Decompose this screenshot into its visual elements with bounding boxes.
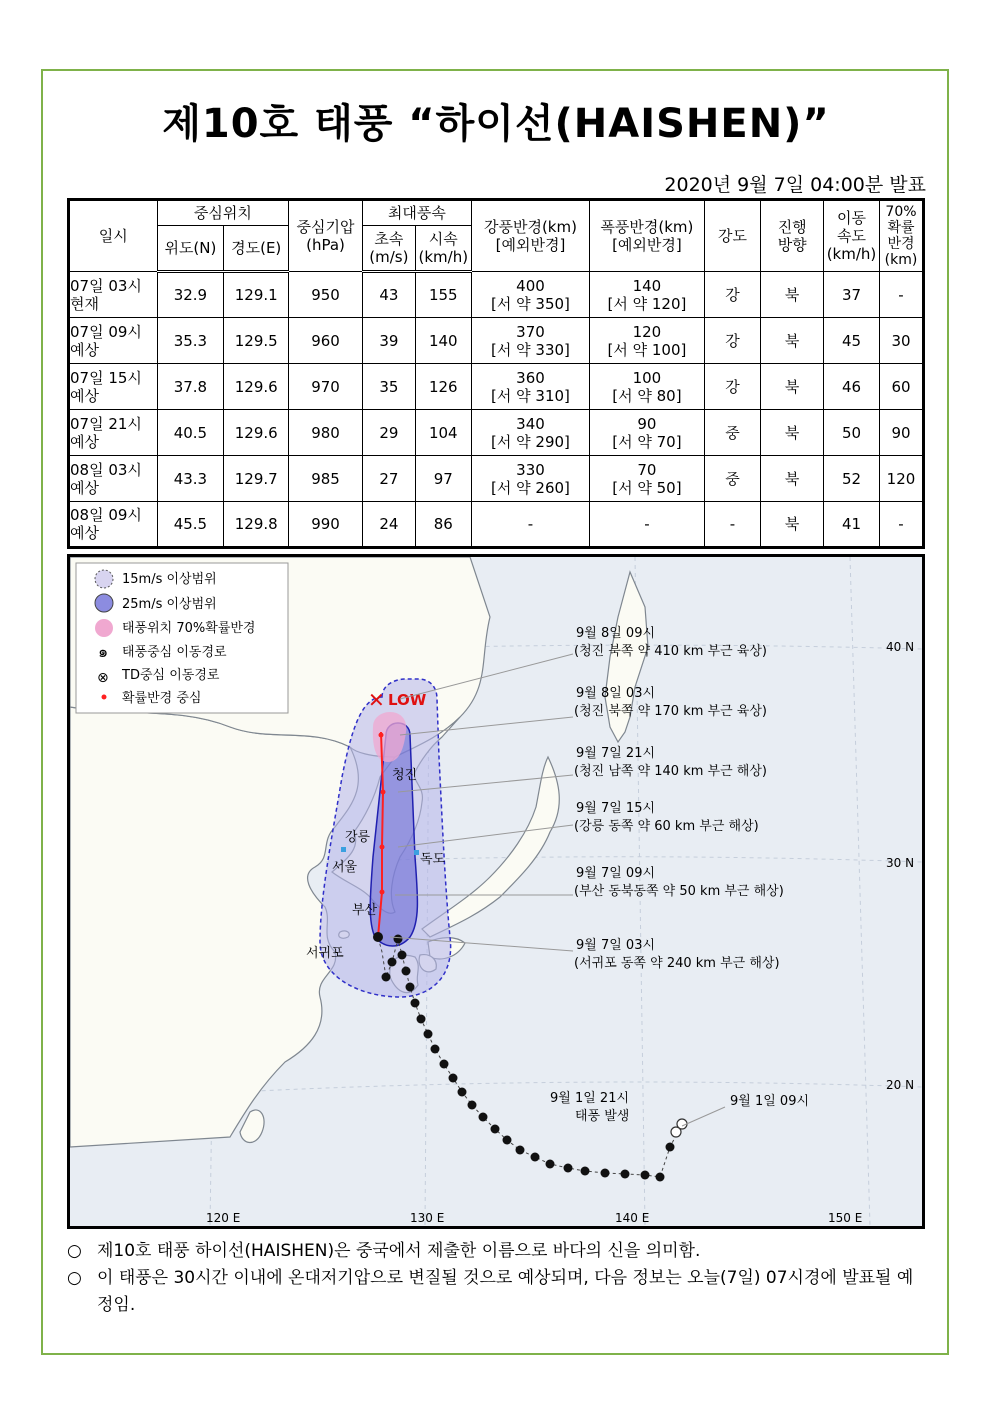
cell-pressure: 950 [289, 272, 363, 318]
legend-item-15ms: 15m/s 이상범위 [122, 572, 217, 587]
header-lat: 위도(N) [157, 226, 224, 272]
place-busan: 부산 [352, 903, 378, 918]
genesis-time: 9월 1일 21시 [550, 1091, 630, 1106]
cell-speed: 45 [824, 318, 880, 364]
table-row [69, 456, 924, 502]
cell-prob: 30 [879, 318, 923, 364]
legend-item-center: 확률반경 중심 [122, 691, 202, 706]
typhoon-position-icon [406, 983, 415, 992]
cell-pressure: 980 [289, 410, 363, 456]
cell-lon: 129.6 [224, 364, 289, 410]
cell-pressure: 985 [289, 456, 363, 502]
table-row [69, 318, 924, 364]
legend [76, 563, 288, 713]
annotation-time: 9월 7일 15시 [576, 801, 656, 816]
cell-lon: 129.5 [224, 318, 289, 364]
legend-td-icon: ⊗ [97, 670, 109, 686]
td-start-icon-2 [671, 1127, 681, 1137]
typhoon-position-icon [449, 1074, 458, 1083]
cell-direction: 북 [761, 272, 824, 318]
cell-gale: 330 [서 약 260] [471, 456, 589, 502]
cell-lon: 129.8 [224, 502, 289, 548]
legend-item-25ms: 25m/s 이상범위 [122, 597, 217, 612]
cell-lon: 129.6 [224, 410, 289, 456]
typhoon-position-icon [468, 1101, 477, 1110]
cell-ms: 24 [362, 502, 415, 548]
cell-ms: 27 [362, 456, 415, 502]
cell-prob: - [879, 502, 923, 548]
cell-gale: 370 [서 약 330] [471, 318, 589, 364]
header-intensity: 강도 [704, 200, 761, 272]
lon-140: 140 E [615, 1211, 650, 1225]
typhoon-track-map [67, 554, 925, 1229]
annotation-desc: (청진 북쪽 약 170 km 부근 육상) [574, 704, 767, 719]
typhoon-position-icon [394, 935, 403, 944]
header-kmh: 시속 (km/h) [415, 226, 471, 272]
typhoon-position-icon [641, 1171, 650, 1180]
genesis-desc: 태풍 발생 [575, 1109, 630, 1124]
typhoon-position-icon [581, 1167, 590, 1176]
notes [67, 1238, 927, 1319]
cell-time: 07일 09시 예상 [69, 318, 158, 364]
typhoon-position-icon [382, 973, 391, 982]
typhoon-position-icon [440, 1060, 449, 1069]
typhoon-position-icon [621, 1170, 630, 1179]
cell-intensity: - [704, 502, 761, 548]
annotation-time: 9월 7일 03시 [576, 938, 656, 953]
typhoon-position-icon [411, 999, 420, 1008]
cell-direction: 북 [761, 318, 824, 364]
lat-30: 30 N [886, 856, 915, 870]
cell-lat: 43.3 [157, 456, 224, 502]
cell-ms: 43 [362, 272, 415, 318]
cell-storm: 70 [서 약 50] [590, 456, 704, 502]
cell-direction: 북 [761, 502, 824, 548]
cell-storm: - [590, 502, 704, 548]
cell-storm: 100 [서 약 80] [590, 364, 704, 410]
cell-lat: 45.5 [157, 502, 224, 548]
typhoon-position-icon [531, 1153, 540, 1162]
cell-gale: 360 [서 약 310] [471, 364, 589, 410]
cell-kmh: 155 [415, 272, 471, 318]
cell-lat: 32.9 [157, 272, 224, 318]
typhoon-position-icon [388, 958, 397, 967]
cell-gale: - [471, 502, 589, 548]
cell-kmh: 97 [415, 456, 471, 502]
cell-kmh: 104 [415, 410, 471, 456]
header-storm-radius: 폭풍반경(km) [예외반경] [590, 200, 704, 272]
typhoon-position-icon [417, 1015, 426, 1024]
cell-lat: 37.8 [157, 364, 224, 410]
annotation-desc: (부산 동북동쪽 약 50 km 부근 해상) [574, 884, 784, 899]
header-pressure: 중심기압 (hPa) [289, 200, 363, 272]
header-prob70: 70% 확률 반경 (km) [879, 200, 923, 272]
lat-20: 20 N [886, 1078, 915, 1092]
current-position-icon [373, 932, 383, 942]
cell-storm: 120 [서 약 100] [590, 318, 704, 364]
annotation-desc: (청진 남쪽 약 140 km 부근 해상) [574, 764, 767, 779]
header-max-wind: 최대풍속 [362, 200, 471, 226]
typhoon-position-icon [601, 1169, 610, 1178]
typhoon-position-icon [424, 1030, 433, 1039]
annotation-time: 9월 7일 21시 [576, 746, 656, 761]
note-1 [67, 1238, 927, 1265]
typhoon-position-icon [546, 1160, 555, 1169]
typhoon-position-icon [516, 1146, 525, 1155]
forecast-table [67, 198, 925, 549]
legend-typhoon-icon: ๑ [98, 642, 109, 661]
table-row [69, 272, 924, 318]
annotation-desc: (청진 북쪽 약 410 km 부근 육상) [574, 644, 767, 659]
cell-pressure: 990 [289, 502, 363, 548]
legend-center-icon [102, 695, 107, 700]
legend-item-track: 태풍중심 이동경로 [122, 645, 227, 660]
header-speed: 이동 속도 (km/h) [824, 200, 880, 272]
cell-intensity: 강 [704, 318, 761, 364]
cell-gale: 400 [서 약 350] [471, 272, 589, 318]
cell-prob: - [879, 272, 923, 318]
cell-intensity: 강 [704, 272, 761, 318]
cell-intensity: 중 [704, 410, 761, 456]
cell-gale: 340 [서 약 290] [471, 410, 589, 456]
cell-intensity: 강 [704, 364, 761, 410]
announce-date: 2020년 9월 7일 04:00분 발표 [664, 174, 926, 196]
cell-speed: 37 [824, 272, 880, 318]
table-row [69, 502, 924, 548]
header-lon: 경도(E) [224, 226, 289, 272]
typhoon-position-icon [402, 967, 411, 976]
legend-25ms-icon [95, 594, 113, 612]
cell-prob: 120 [879, 456, 923, 502]
header-center: 중심위치 [157, 200, 289, 226]
typhoon-position-icon [431, 1045, 440, 1054]
cell-time: 07일 15시 예상 [69, 364, 158, 410]
legend-prob-icon [95, 619, 113, 637]
cell-direction: 북 [761, 364, 824, 410]
cell-speed: 52 [824, 456, 880, 502]
cell-speed: 46 [824, 364, 880, 410]
typhoon-position-icon [503, 1136, 512, 1145]
low-x-icon: ✕ [368, 688, 385, 712]
cell-direction: 북 [761, 410, 824, 456]
cell-ms: 29 [362, 410, 415, 456]
lat-40: 40 N [886, 640, 915, 654]
header-time: 일시 [69, 200, 158, 272]
cell-prob: 60 [879, 364, 923, 410]
cell-kmh: 86 [415, 502, 471, 548]
cell-storm: 140 [서 약 120] [590, 272, 704, 318]
typhoon-position-icon [666, 1143, 675, 1152]
start-time: 9월 1일 09시 [730, 1094, 810, 1109]
cell-prob: 90 [879, 410, 923, 456]
cell-direction: 북 [761, 456, 824, 502]
lon-150: 150 E [828, 1211, 863, 1225]
annotation-desc: (서귀포 동쪽 약 240 km 부근 해상) [574, 956, 780, 971]
typhoon-position-icon [656, 1173, 665, 1182]
cell-ms: 35 [362, 364, 415, 410]
table-row [69, 364, 924, 410]
place-gangneung: 강릉 [345, 830, 371, 845]
cell-lat: 35.3 [157, 318, 224, 364]
annotation-time: 9월 8일 03시 [576, 686, 656, 701]
table-row [69, 410, 924, 456]
cell-time: 08일 09시 예상 [69, 502, 158, 548]
place-seoul: 서울 [332, 860, 358, 875]
header-ms: 초속 (m/s) [362, 226, 415, 272]
header-direction: 진행 방향 [761, 200, 824, 272]
annotation-time: 9월 8일 09시 [576, 626, 656, 641]
annotation-time: 9월 7일 09시 [576, 866, 656, 881]
typhoon-position-icon [458, 1088, 467, 1097]
typhoon-position-icon [564, 1164, 573, 1173]
legend-15ms-icon [95, 570, 113, 588]
cell-lon: 129.7 [224, 456, 289, 502]
cell-speed: 41 [824, 502, 880, 548]
lon-130: 130 E [410, 1211, 445, 1225]
cell-intensity: 중 [704, 456, 761, 502]
note-2-text: 이 태풍은 30시간 이내에 온대저기압으로 변질될 것으로 예상되며, 다음 정보는 오늘(7일) 07시경에 발표될 예정임. [97, 1268, 914, 1315]
cell-lon: 129.1 [224, 272, 289, 318]
legend-item-td: TD중심 이동경로 [122, 668, 220, 683]
cell-time: 08일 03시 예상 [69, 456, 158, 502]
header-gale-radius: 강풍반경(km) [예외반경] [471, 200, 589, 272]
cell-pressure: 960 [289, 318, 363, 364]
annotation-desc: (강릉 동쪽 약 60 km 부근 해상) [574, 819, 759, 834]
typhoon-position-icon [479, 1113, 488, 1122]
map-svg [70, 557, 922, 1226]
note-2 [67, 1265, 927, 1319]
place-dokdo: 독도 [420, 852, 446, 867]
cell-pressure: 970 [289, 364, 363, 410]
cell-lat: 40.5 [157, 410, 224, 456]
cell-ms: 39 [362, 318, 415, 364]
cell-storm: 90 [서 약 70] [590, 410, 704, 456]
legend-item-prob: 태풍위치 70%확률반경 [122, 621, 256, 636]
cell-speed: 50 [824, 410, 880, 456]
lon-120: 120 E [206, 1211, 241, 1225]
cell-time: 07일 03시 현재 [69, 272, 158, 318]
note-bullet: ○ [67, 1268, 82, 1288]
cell-time: 07일 21시 예상 [69, 410, 158, 456]
cell-kmh: 126 [415, 364, 471, 410]
cell-kmh: 140 [415, 318, 471, 364]
low-label: LOW [388, 691, 427, 709]
typhoon-position-icon [491, 1125, 500, 1134]
page-title: 제10호 태풍 “하이선(HAISHEN)” [162, 101, 830, 147]
note-1-text: 제10호 태풍 하이선(HAISHEN)은 중국에서 제출한 이름으로 바다의 신을 의미함. [97, 1241, 701, 1261]
place-chungjin: 청진 [392, 768, 418, 783]
typhoon-position-icon [398, 951, 407, 960]
place-seogwipo: 서귀포 [306, 946, 344, 961]
note-bullet: ○ [67, 1241, 82, 1261]
